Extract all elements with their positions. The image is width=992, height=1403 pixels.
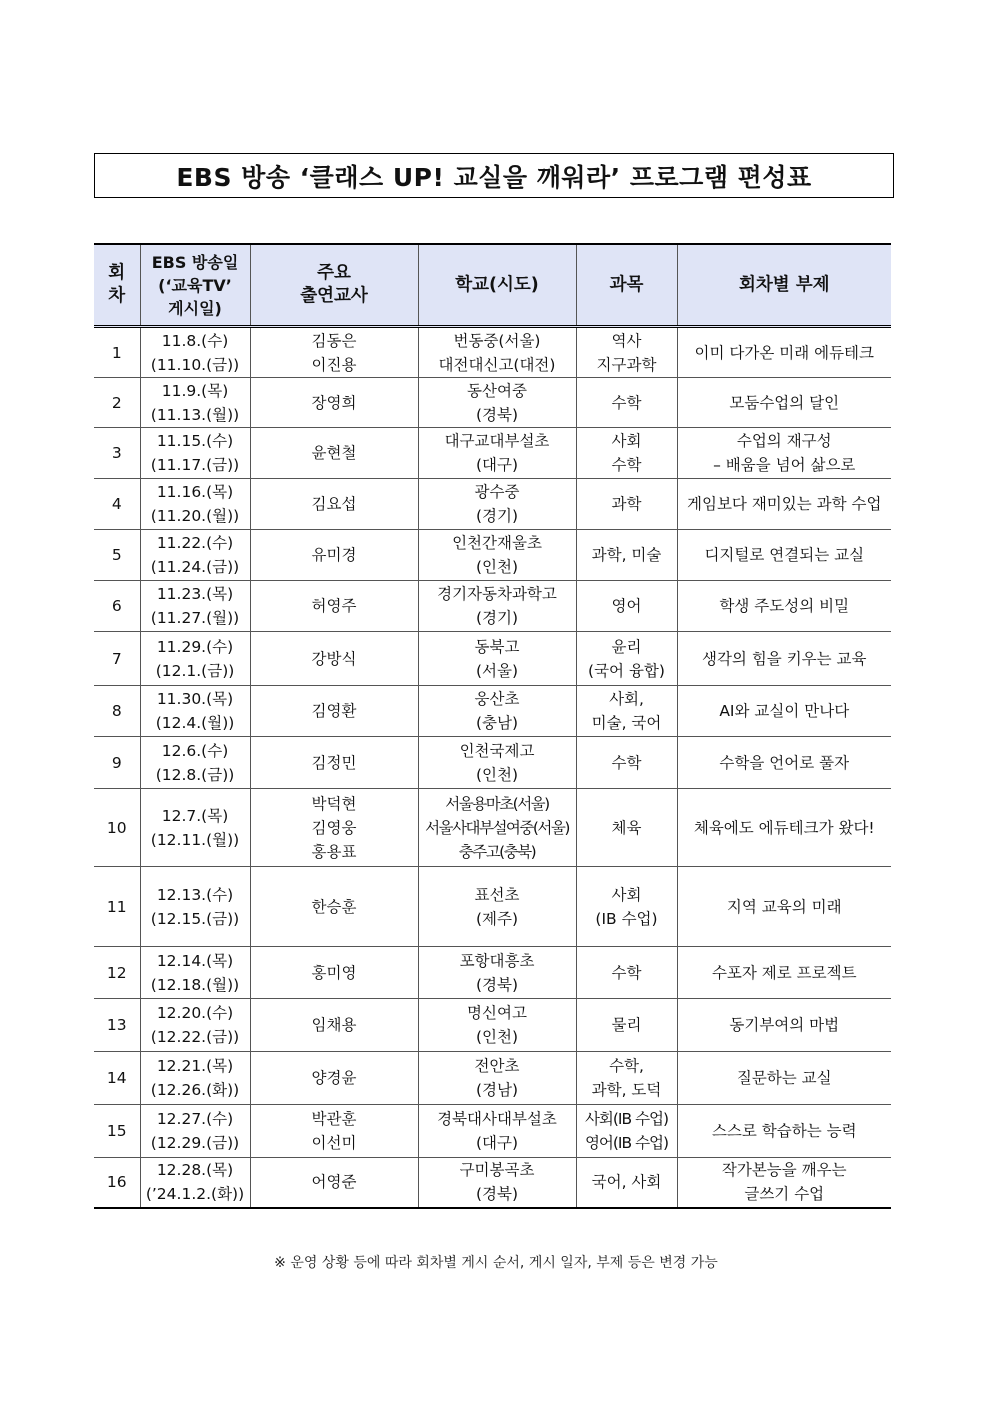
teacher-cell: 허영주 bbox=[250, 581, 418, 632]
table-row bbox=[94, 999, 891, 1052]
teacher-cell: 양경윤 bbox=[250, 1052, 418, 1105]
footnote: ※ 운영 상황 등에 따라 회차별 게시 순서, 게시 일자, 부제 등은 변경 가능 bbox=[274, 1255, 718, 1271]
header-row bbox=[94, 244, 891, 327]
table-row bbox=[94, 737, 891, 789]
episode-number-cell: 11 bbox=[94, 867, 140, 947]
episode-number-cell: 7 bbox=[94, 632, 140, 686]
school-cell: 웅산초 (충남) bbox=[418, 686, 576, 737]
subject-cell: 윤리 (국어 융합) bbox=[576, 632, 677, 686]
broadcast-date-cell: 12.13.(수) (12.15.(금)) bbox=[140, 867, 250, 947]
subject-cell: 물리 bbox=[576, 999, 677, 1052]
subject-cell: 수학 bbox=[576, 378, 677, 428]
broadcast-date-cell: 11.29.(수) (12.1.(금)) bbox=[140, 632, 250, 686]
teacher-cell: 어영준 bbox=[250, 1158, 418, 1208]
school-cell: 동산여중 (경북) bbox=[418, 378, 576, 428]
broadcast-date-cell: 11.23.(목) (11.27.(월)) bbox=[140, 581, 250, 632]
episode-number-cell: 14 bbox=[94, 1052, 140, 1105]
subtitle-cell: 스스로 학습하는 능력 bbox=[677, 1105, 891, 1158]
school-cell: 번동중(서울) 대전대신고(대전) bbox=[418, 327, 576, 378]
school-cell: 경기자동차과학고 (경기) bbox=[418, 581, 576, 632]
subject-cell: 역사 지구과학 bbox=[576, 327, 677, 378]
episode-number-cell: 9 bbox=[94, 737, 140, 789]
episode-number-cell: 1 bbox=[94, 327, 140, 378]
school-cell: 인천간재울초 (인천) bbox=[418, 530, 576, 581]
teacher-cell: 한승훈 bbox=[250, 867, 418, 947]
broadcast-date-cell: 11.22.(수) (11.24.(금)) bbox=[140, 530, 250, 581]
subtitle-cell: 질문하는 교실 bbox=[677, 1052, 891, 1105]
subject-cell: 수학 bbox=[576, 737, 677, 789]
episode-number-cell: 4 bbox=[94, 479, 140, 530]
table-row bbox=[94, 947, 891, 999]
table-row bbox=[94, 1052, 891, 1105]
subject-cell: 과학 bbox=[576, 479, 677, 530]
episode-number-cell: 15 bbox=[94, 1105, 140, 1158]
school-cell: 동북고 (서울) bbox=[418, 632, 576, 686]
school-cell: 광수중 (경기) bbox=[418, 479, 576, 530]
subject-cell: 수학 bbox=[576, 947, 677, 999]
subtitle-cell: AI와 교실이 만나다 bbox=[677, 686, 891, 737]
subject-cell: 사회 수학 bbox=[576, 428, 677, 479]
school-cell: 대구교대부설초 (대구) bbox=[418, 428, 576, 479]
episode-number-cell: 12 bbox=[94, 947, 140, 999]
subtitle-cell: 수학을 언어로 풀자 bbox=[677, 737, 891, 789]
episode-number-cell: 8 bbox=[94, 686, 140, 737]
broadcast-date-cell: 11.30.(목) (12.4.(월)) bbox=[140, 686, 250, 737]
teacher-cell: 박관훈 이선미 bbox=[250, 1105, 418, 1158]
teacher-cell: 김동은 이진용 bbox=[250, 327, 418, 378]
table-row bbox=[94, 530, 891, 581]
table-row bbox=[94, 581, 891, 632]
subtitle-cell: 디지털로 연결되는 교실 bbox=[677, 530, 891, 581]
subtitle-cell: 지역 교육의 미래 bbox=[677, 867, 891, 947]
header-teacher: 주요 출연교사 bbox=[250, 244, 418, 327]
subtitle-cell: 수업의 재구성 – 배움을 넘어 삶으로 bbox=[677, 428, 891, 479]
table-row bbox=[94, 378, 891, 428]
subject-cell: 사회 (IB 수업) bbox=[576, 867, 677, 947]
episode-number-cell: 3 bbox=[94, 428, 140, 479]
table-row bbox=[94, 789, 891, 867]
teacher-cell: 김영환 bbox=[250, 686, 418, 737]
subtitle-cell: 작가본능을 깨우는 글쓰기 수업 bbox=[677, 1158, 891, 1208]
subtitle-cell: 모둠수업의 달인 bbox=[677, 378, 891, 428]
teacher-cell: 박덕현 김영웅 홍용표 bbox=[250, 789, 418, 867]
subtitle-cell: 학생 주도성의 비밀 bbox=[677, 581, 891, 632]
subject-cell: 사회, 미술, 국어 bbox=[576, 686, 677, 737]
teacher-cell: 장영희 bbox=[250, 378, 418, 428]
subtitle-cell: 이미 다가온 미래 에듀테크 bbox=[677, 327, 891, 378]
school-cell: 명신여고 (인천) bbox=[418, 999, 576, 1052]
subtitle-cell: 수포자 제로 프로젝트 bbox=[677, 947, 891, 999]
teacher-cell: 김요섭 bbox=[250, 479, 418, 530]
broadcast-date-cell: 12.28.(목) (’24.1.2.(화)) bbox=[140, 1158, 250, 1208]
teacher-cell: 윤현철 bbox=[250, 428, 418, 479]
school-cell: 전안초 (경남) bbox=[418, 1052, 576, 1105]
teacher-cell: 홍미영 bbox=[250, 947, 418, 999]
table-row bbox=[94, 327, 891, 378]
header-subtitle: 회차별 부제 bbox=[677, 244, 891, 327]
subject-cell: 수학, 과학, 도덕 bbox=[576, 1052, 677, 1105]
header-subject: 과목 bbox=[576, 244, 677, 327]
header-school: 학교(시도) bbox=[418, 244, 576, 327]
teacher-cell: 유미경 bbox=[250, 530, 418, 581]
subtitle-cell: 동기부여의 마법 bbox=[677, 999, 891, 1052]
subject-cell: 영어 bbox=[576, 581, 677, 632]
table-row bbox=[94, 479, 891, 530]
table-row bbox=[94, 428, 891, 479]
episode-number-cell: 16 bbox=[94, 1158, 140, 1208]
school-cell: 표선초 (제주) bbox=[418, 867, 576, 947]
episode-number-cell: 10 bbox=[94, 789, 140, 867]
broadcast-date-cell: 11.16.(목) (11.20.(월)) bbox=[140, 479, 250, 530]
teacher-cell: 임채용 bbox=[250, 999, 418, 1052]
table-row bbox=[94, 632, 891, 686]
broadcast-date-cell: 12.21.(목) (12.26.(화)) bbox=[140, 1052, 250, 1105]
episode-number-cell: 13 bbox=[94, 999, 140, 1052]
table-row bbox=[94, 867, 891, 947]
schedule-table bbox=[94, 243, 891, 1209]
broadcast-date-cell: 12.7.(목) (12.11.(월)) bbox=[140, 789, 250, 867]
episode-number-cell: 5 bbox=[94, 530, 140, 581]
broadcast-date-cell: 12.6.(수) (12.8.(금)) bbox=[140, 737, 250, 789]
episode-number-cell: 6 bbox=[94, 581, 140, 632]
school-cell: 인천국제고 (인천) bbox=[418, 737, 576, 789]
subject-cell: 체육 bbox=[576, 789, 677, 867]
teacher-cell: 강방식 bbox=[250, 632, 418, 686]
table-row bbox=[94, 686, 891, 737]
school-cell: 구미봉곡초 (경북) bbox=[418, 1158, 576, 1208]
school-cell: 포항대흥초 (경북) bbox=[418, 947, 576, 999]
page-title: EBS 방송 ‘클래스 UP! 교실을 깨워라’ 프로그램 편성표 bbox=[94, 153, 894, 198]
school-cell: 서울용마초(서울) 서울사대부설여중(서울) 충주고(충북) bbox=[418, 789, 576, 867]
broadcast-date-cell: 11.15.(수) (11.17.(금)) bbox=[140, 428, 250, 479]
subject-cell: 과학, 미술 bbox=[576, 530, 677, 581]
subtitle-cell: 체육에도 에듀테크가 왔다! bbox=[677, 789, 891, 867]
broadcast-date-cell: 12.27.(수) (12.29.(금)) bbox=[140, 1105, 250, 1158]
subject-cell: 국어, 사회 bbox=[576, 1158, 677, 1208]
broadcast-date-cell: 12.20.(수) (12.22.(금)) bbox=[140, 999, 250, 1052]
school-cell: 경북대사대부설초 (대구) bbox=[418, 1105, 576, 1158]
teacher-cell: 김정민 bbox=[250, 737, 418, 789]
table-row bbox=[94, 1105, 891, 1158]
header-broadcast-date: EBS 방송일 (‘교육TV’ 게시일) bbox=[140, 244, 250, 327]
broadcast-date-cell: 11.9.(목) (11.13.(월)) bbox=[140, 378, 250, 428]
subtitle-cell: 게임보다 재미있는 과학 수업 bbox=[677, 479, 891, 530]
header-episode: 회 차 bbox=[94, 244, 140, 327]
broadcast-date-cell: 11.8.(수) (11.10.(금)) bbox=[140, 327, 250, 378]
table-row bbox=[94, 1158, 891, 1208]
subject-cell: 사회(IB 수업) 영어(IB 수업) bbox=[576, 1105, 677, 1158]
broadcast-date-cell: 12.14.(목) (12.18.(월)) bbox=[140, 947, 250, 999]
episode-number-cell: 2 bbox=[94, 378, 140, 428]
subtitle-cell: 생각의 힘을 키우는 교육 bbox=[677, 632, 891, 686]
